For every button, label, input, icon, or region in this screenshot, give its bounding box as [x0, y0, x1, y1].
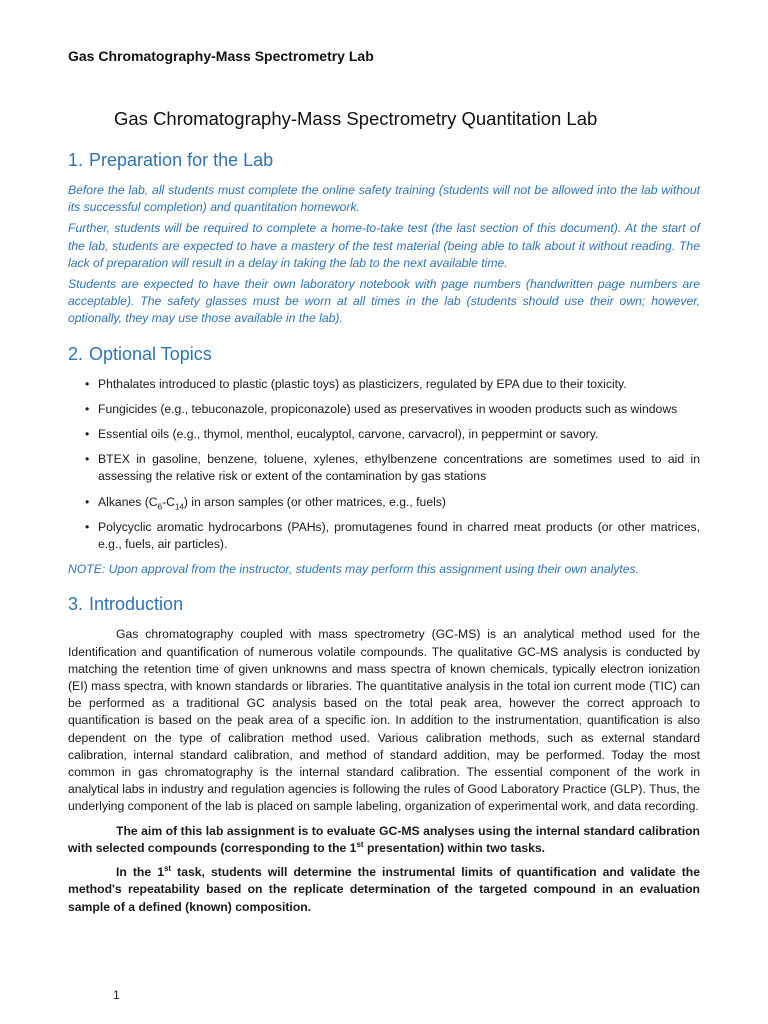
section-title: Optional Topics [89, 343, 212, 364]
list-item: • BTEX in gasoline, benzene, toluene, xylenes, ethylbenzene concentrations are sometimes used to aid in assessing the relative risk or extent of the contamination by gas stations [68, 451, 700, 485]
page-number: 1 [113, 988, 120, 1002]
list-item: • Polycyclic aromatic hydrocarbons (PAHs), promutagenes found in charred meat products (or other matrices, e.g., fuels, air particles). [68, 519, 700, 553]
topics-note: NOTE: Upon approval from the instructor, students may perform this assignment using their own analytes. [68, 562, 640, 577]
preparation-paragraph: Before the lab, all students must complete the online safety training (students will not be allowed into the lab without its successful completion) and quantitation homework. [68, 183, 700, 215]
section-number: 2. [68, 343, 84, 364]
list-item-alkanes: • Alkanes $(C_6-C_{14})$ in arson samples (or other matrices, e.g., fuels) [68, 494, 700, 511]
section-heading-preparation [68, 148, 700, 172]
list-item: • Phthalates introduced to plastic (plastic toys) as plasticizers, regulated by EPA due to their toxicity. [68, 376, 700, 393]
preparation-paragraph: Students are expected to have their own laboratory notebook with page numbers (handwritten page numbers are acceptable). The safety glasses must be worn at all times in the lab (students should use their own; however, optionally, they may use those available in the lab). [68, 277, 700, 326]
preparation-paragraph: Further, students will be required to complete a home-to-take test (the last section of this document). At the start of the lab, students are expected to have a mastery of the test material (being able to talk about it without reading. The lack of preparation will result in a delay in taking the lab to the next available time. [68, 221, 700, 270]
topics-list [68, 376, 700, 554]
section-title: Preparation for the Lab [89, 150, 274, 170]
aim-paragraph: The aim of this lab assignment is to evaluate GC-MS analyses using the internal standard calibration with selected compounds (corresponding to the 1st presentation) within two tasks. [68, 823, 700, 855]
section-heading-optional-topics [68, 342, 700, 366]
section-number: 1. [68, 150, 84, 170]
section-number: 3. [68, 594, 84, 615]
task1-paragraph: In the 1st task, students will determine the instrumental limits of quantification and validate the method's repeatability based on the replicate determination of the targeted compound in an evaluation sample of a defined (known) composition. [68, 864, 700, 914]
section-title: Introduction [89, 594, 184, 615]
section-heading-introduction [68, 592, 700, 616]
list-item: • Fungicides (e.g., tebuconazole, propiconazole) used as preservatives in wooden products such as windows [68, 401, 700, 418]
running-header: Gas Chromatography-Mass Spectrometry Lab [68, 48, 374, 64]
document-body [68, 148, 700, 923]
introduction-body [68, 626, 700, 915]
introduction-paragraph: Gas chromatography coupled with mass spectrometry (GC-MS) is an analytical method used for the Identification and quantification of numerous volatile compounds. The qualitative GC-MS analysis is conducted by matching the retention time of given unknowns and mass spectra of known chemicals, typically electron ionization (EI) mass spectra, with known standards or libraries. The quantitative analysis in the total ion current mode (TIC) can be performed as a traditional GC analysis based on the total peak area, however the correct approach to quantification is based on the peak area of a specific ion. In addition to the instrumentation, quantification is also dependent on the type of calibration method used. Various calibration methods, such as external standard calibration, internal standard calibration, and method of standard addition, may be performed. Today the most common in gas chromatography is the internal standard calibration. The essential component of the work in analytical labs in industry and regulation agencies is following the rules of Good Laboratory Practice (GLP). Thus, the underlying component of the lab is placed on sample labeling, organization of experimental work, and data recording. [68, 627, 700, 814]
document-title: Gas Chromatography-Mass Spectrometry Quantitation Lab [114, 108, 598, 129]
list-item: • Essential oils (e.g., thymol, menthol, eucalyptol, carvone, carvacrol), in peppermint or savory. [68, 426, 700, 443]
